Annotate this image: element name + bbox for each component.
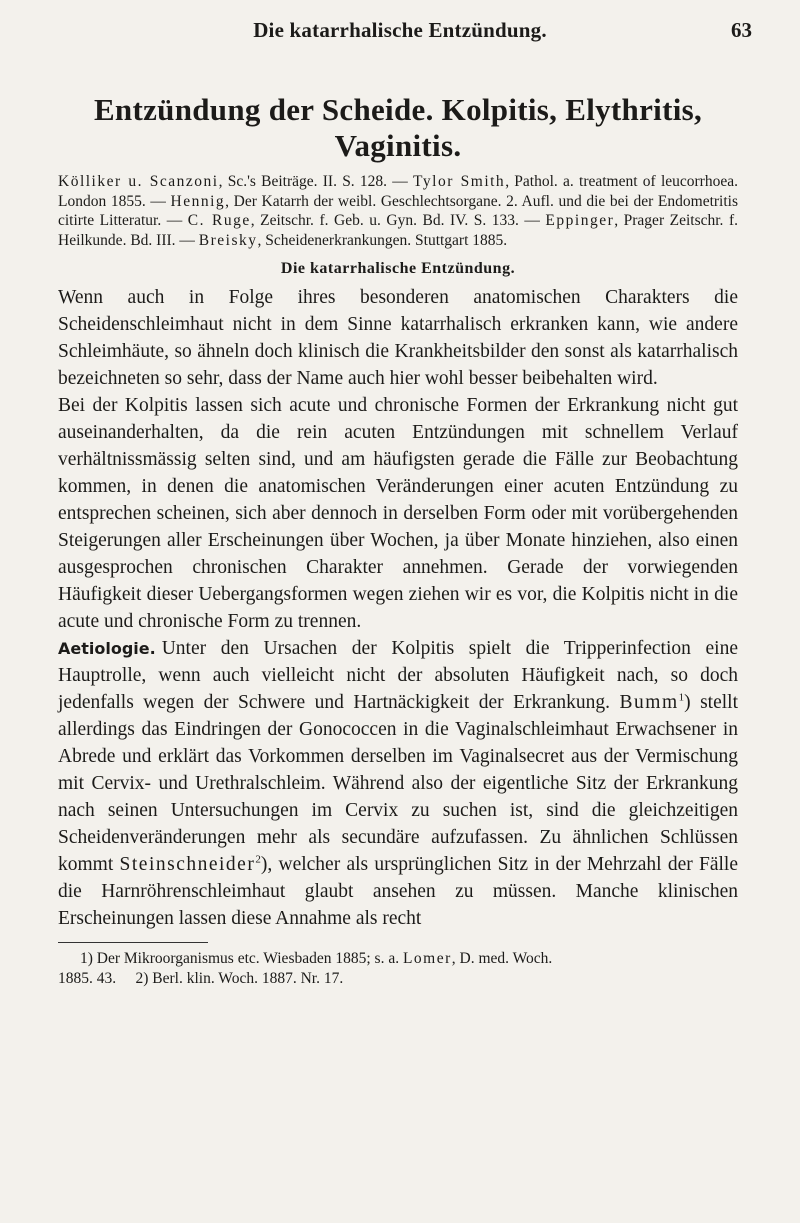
footnote-divider bbox=[58, 942, 208, 943]
footnote-marker: 1 bbox=[678, 691, 685, 704]
author-name: Bumm bbox=[619, 692, 679, 713]
footnote-marker: 2 bbox=[255, 853, 261, 866]
page-number: 63 bbox=[731, 18, 752, 42]
ref-author: Breisky bbox=[198, 231, 258, 249]
footnote-text: , D. med. Woch. bbox=[451, 950, 553, 967]
footnote-1-continued-and-2 bbox=[58, 969, 738, 989]
footnote-author: Lomer bbox=[402, 950, 452, 967]
section-heading: Die katarrhalische Entzündung. bbox=[280, 260, 516, 277]
ref-text: , Zeitschr. f. Geb. u. Gyn. Bd. IV. S. 133. — bbox=[250, 212, 546, 229]
ref-author: Hennig bbox=[170, 192, 226, 210]
footnotes bbox=[58, 949, 738, 989]
ref-author: Kölliker u. Scanzoni bbox=[58, 173, 219, 190]
literature-references bbox=[58, 172, 738, 250]
chapter-title bbox=[58, 92, 738, 164]
footnote-2: 2) Berl. klin. Woch. 1887. Nr. 17. bbox=[135, 970, 344, 987]
paragraph-2: Bei der Kolpitis lassen sich acute und chronische Formen der Erkrankung nicht gut auseinanderhalten, da die rein acuten Entzündungen mit schnellem Verlauf verhältnissmässig selten sind, und am häufigsten gerade die Fälle zur Beobachtung kommen, in denen die anatomischen Veränderungen einer acuten Entzündung zu entsprechen scheinen, sich aber dennoch in derselben Form oder mit vorübergehenden Steigerungen aller Erscheinungen über Wochen, ja über Monate hinziehen, also einen ausgesprochen chronischen Charakter annehmen. Gerade der vorwiegenden Häufigkeit dieser Uebergangsformen wegen ziehen wir es vor, die Kolpitis nicht in die acute und chronische Form zu trennen. bbox=[58, 395, 738, 632]
footnote-1 bbox=[58, 949, 738, 969]
ref-text: , Der Katarrh der weibl. Geschlechtsorgane. 2. Aufl. und die bei der Endometritis citirte Litteratur. — bbox=[58, 192, 738, 229]
footnote-text: 1885. 43. bbox=[58, 970, 117, 987]
chapter-title-line-2: Vaginitis. bbox=[334, 128, 462, 163]
ref-author: Tylor Smith bbox=[413, 173, 506, 190]
paragraph-text: ), welcher als ursprünglichen Sitz in der Mehrzahl der Fälle die Harnröhrenschleimhaut glaubt ansehen zu müssen. Manche klinischen Erscheinungen lassen diese Annahme als recht bbox=[58, 854, 738, 929]
footnote-text: 1) Der Mikroorganismus etc. Wiesbaden 1885; s. a. bbox=[80, 950, 403, 967]
ref-author: C. Ruge bbox=[187, 212, 251, 229]
ref-text: , Scheidenerkrankungen. Stuttgart 1885. bbox=[257, 231, 508, 249]
paragraph-text: ) stellt allerdings das Eindringen der Gonococcen in die Vaginalschleimhaut Erwachsener in Abrede und erklärt das Vorkommen derselben im Vaginalsecret aus der Vermischung mit Cervix- und Urethralschleim. Während also der eigentliche Sitz der Erkrankung nach seinen Untersuchungen im Cervix zu suchen ist, sind die gleichzeitigen Scheidenveränderungen mehr als secundäre aufzufassen. Zu ähnlichen Schlüssen kommt bbox=[58, 692, 738, 875]
paragraph-3 bbox=[58, 635, 738, 932]
running-title: Die katarrhalische Entzündung. bbox=[253, 18, 547, 42]
ref-author: Eppinger bbox=[545, 212, 615, 229]
running-head bbox=[0, 18, 800, 48]
paragraph-text: Unter den Ursachen der Kolpitis spielt die Tripperinfection eine Hauptrolle, wenn auch vielleicht nicht der absoluten Häufigkeit nach, so doch jedenfalls wegen der Schwere und Hartnäckigkeit der Erkrankung. bbox=[58, 638, 738, 713]
main-text bbox=[58, 92, 738, 989]
author-name: Steinschneider bbox=[119, 854, 256, 875]
ref-text: , Prager Zeitschr. f. Heilkunde. Bd. III. — bbox=[58, 212, 738, 249]
paragraph-1: Wenn auch in Folge ihres besonderen anatomischen Charakters die Scheidenschleimhaut nicht in dem Sinne katarrhalisch erkranken kann, wie andere Schleimhäute, so ähneln doch klinisch die Krankheitsbilder den sonst als katarrhalisch bezeichneten so sehr, dass der Name auch hier wohl besser beibehalten wird. bbox=[58, 287, 738, 389]
ref-text: , Pathol. a. treatment of leucorrhoea. London 1855. — bbox=[58, 173, 738, 210]
chapter-title-line-1: Entzündung der Scheide. Kolpitis, Elythritis, bbox=[93, 92, 703, 127]
paragraph-heading-aetiologie: Aetiologie. bbox=[58, 639, 156, 658]
ref-text: , Sc.'s Beiträge. II. S. 128. — bbox=[218, 173, 414, 190]
